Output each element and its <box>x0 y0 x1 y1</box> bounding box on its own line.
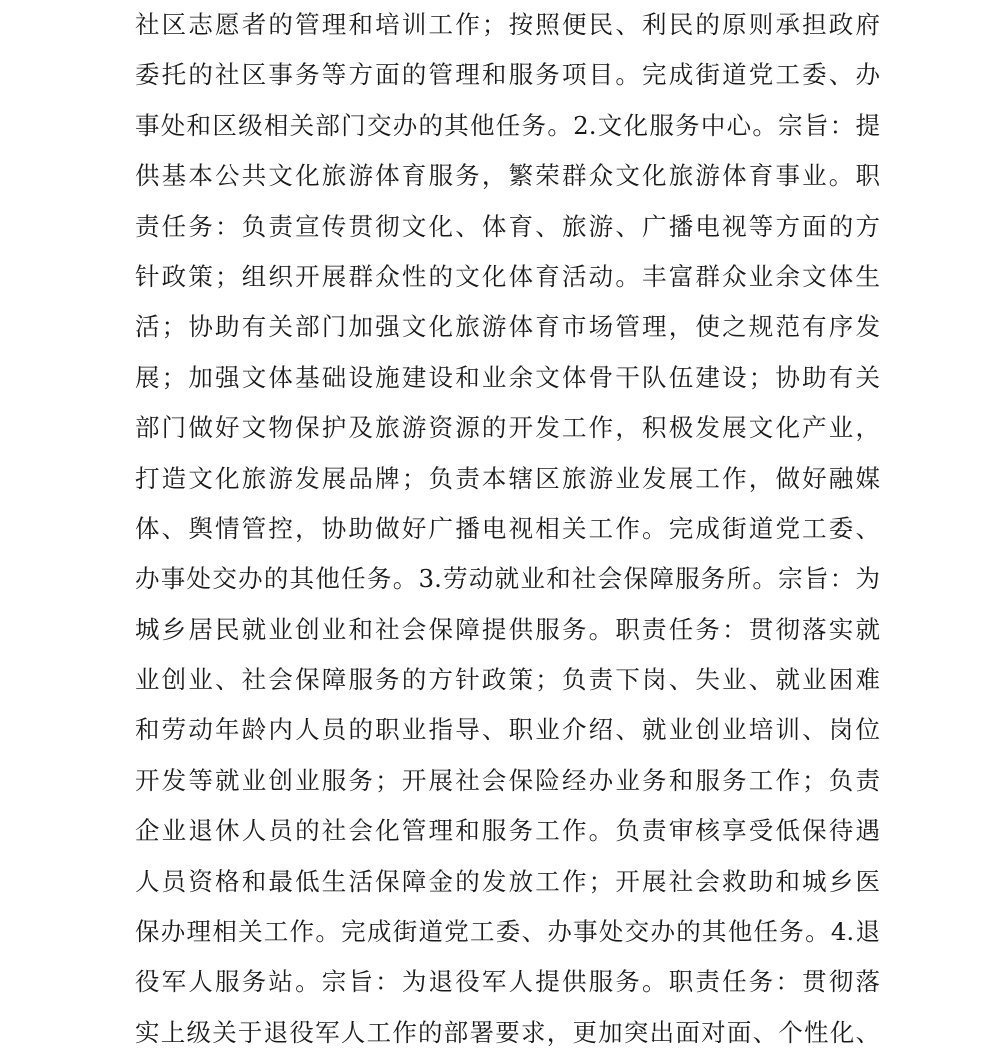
text-line: 保办理相关工作。完成街道党工委、办事处交办的其他任务。4.退 <box>135 917 880 947</box>
text-line: 责任务：负责宣传贯彻文化、体育、旅游、广播电视等方面的方 <box>135 211 880 241</box>
body-text <box>135 0 880 1058</box>
text-line: 委托的社区事务等方面的管理和服务项目。完成街道党工委、办 <box>135 60 880 90</box>
text-line: 事处和区级相关部门交办的其他任务。2.文化服务中心。宗旨：提 <box>135 110 880 140</box>
text-line: 业创业、社会保障服务的方针政策；负责下岗、失业、就业困难 <box>135 665 880 695</box>
text-line: 部门做好文物保护及旅游资源的开发工作，积极发展文化产业， <box>135 413 880 443</box>
text-line: 和劳动年龄内人员的职业指导、职业介绍、就业创业培训、岗位 <box>135 715 880 745</box>
text-line: 开发等就业创业服务；开展社会保险经办业务和服务工作；负责 <box>135 765 880 795</box>
text-line: 体、舆情管控，协助做好广播电视相关工作。完成街道党工委、 <box>135 513 880 543</box>
text-line: 社区志愿者的管理和培训工作；按照便民、利民的原则承担政府 <box>135 10 880 39</box>
text-line: 实上级关于退役军人工作的部署要求，更加突出面对面、个性化、 <box>135 1017 880 1047</box>
text-line: 针政策；组织开展群众性的文化体育活动。丰富群众业余文体生 <box>135 261 880 291</box>
text-line: 役军人服务站。宗旨：为退役军人提供服务。职责任务：贯彻落 <box>135 967 880 997</box>
text-line: 展；加强文体基础设施建设和业余文体骨干队伍建设；协助有关 <box>135 362 880 392</box>
text-line: 城乡居民就业创业和社会保障提供服务。职责任务：贯彻落实就 <box>135 614 880 644</box>
text-line: 打造文化旅游发展品牌；负责本辖区旅游业发展工作，做好融媒 <box>135 463 880 493</box>
text-line: 活；协助有关部门加强文化旅游体育市场管理，使之规范有序发 <box>135 312 880 342</box>
text-line: 办事处交办的其他任务。3.劳动就业和社会保障服务所。宗旨：为 <box>135 564 880 594</box>
text-line: 企业退休人员的社会化管理和服务工作。负责审核享受低保待遇 <box>135 816 880 846</box>
text-line: 人员资格和最低生活保障金的发放工作；开展社会救助和城乡医 <box>135 866 880 896</box>
text-line: 供基本公共文化旅游体育服务，繁荣群众文化旅游体育事业。职 <box>135 161 880 191</box>
